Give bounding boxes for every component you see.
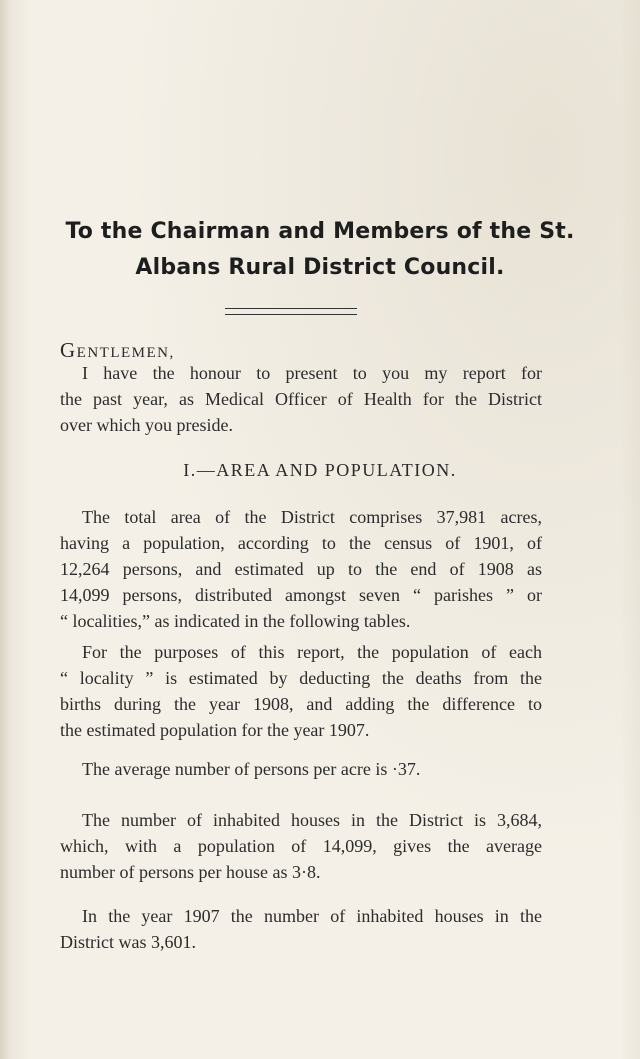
- title-line-1: To the Chairman and Members of the St.: [65, 219, 575, 244]
- locality-line: “ locality ” is estimated by deducting the deaths from the: [60, 668, 542, 688]
- area-line: The total area of the District comprises 37,981 acres,: [82, 507, 542, 527]
- area-line: 14,099 persons, distributed amongst seven “ parishes ” or: [60, 585, 542, 605]
- salutation-rest: ENTLEMEN,: [76, 345, 175, 361]
- houses-line: number of persons per house as 3·8.: [60, 862, 321, 882]
- area-line: “ localities,” as indicated in the following tables.: [60, 611, 411, 631]
- houses-1907-line: District was 3,601.: [60, 932, 196, 952]
- density-paragraph: The average number of persons per acre is ·37.: [82, 759, 421, 779]
- section-heading: I.—AREA AND POPULATION.: [183, 460, 457, 480]
- intro-line: I have the honour to present to you my report for: [82, 363, 542, 383]
- houses-paragraph: [60, 807, 542, 885]
- area-line: having a population, according to the census of 1901, of: [60, 533, 542, 553]
- houses-line: The number of inhabited houses in the District is 3,684,: [82, 810, 542, 830]
- locality-paragraph: [60, 639, 542, 743]
- title-line-2: Albans Rural District Council.: [135, 255, 505, 280]
- houses-line: which, with a population of 14,099, gives the average: [60, 836, 542, 856]
- salutation-initial: G: [60, 338, 77, 362]
- report-title: [0, 214, 640, 286]
- intro-paragraph: [60, 360, 542, 438]
- locality-line: births during the year 1908, and adding the difference to: [60, 694, 542, 714]
- area-paragraph: [60, 504, 542, 634]
- area-line: 12,264 persons, and estimated up to the end of 1908 as: [60, 559, 542, 579]
- intro-line: the past year, as Medical Officer of Health for the District: [60, 389, 542, 409]
- houses-1907-paragraph: [60, 903, 542, 955]
- locality-line: the estimated population for the year 1907.: [60, 720, 370, 740]
- intro-line: over which you preside.: [60, 415, 233, 435]
- houses-1907-line: In the year 1907 the number of inhabited houses in the: [82, 906, 542, 926]
- double-rule-divider: [225, 308, 357, 315]
- locality-line: For the purposes of this report, the population of each: [82, 642, 542, 662]
